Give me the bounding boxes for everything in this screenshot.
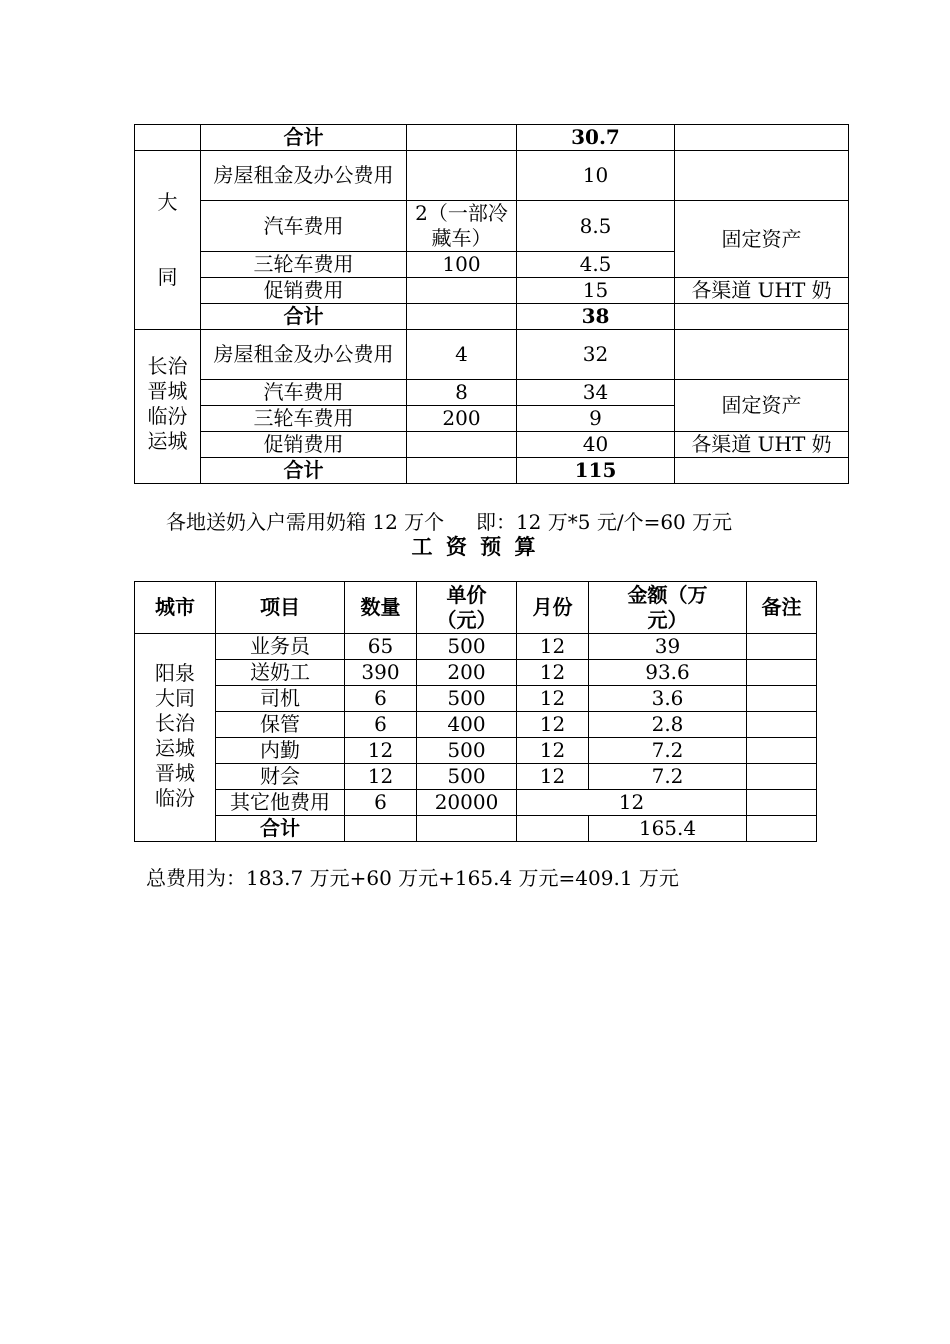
months-cell: 12 <box>517 764 589 790</box>
amount-cell: 7.2 <box>589 764 747 790</box>
table-row <box>135 151 849 201</box>
table-row <box>135 201 849 252</box>
note-cell: 固定资产 <box>675 201 849 278</box>
qty-cell <box>407 278 517 304</box>
grand-total-line: 总费用为：183.7 万元+60 万元+165.4 万元=409.1 万元 <box>146 866 679 890</box>
months-cell: 12 <box>517 660 589 686</box>
note-cell <box>747 764 817 790</box>
item-cell: 司机 <box>216 686 345 712</box>
total-label: 合计 <box>201 458 407 484</box>
amount-cell: 40 <box>517 432 675 458</box>
header-amount: 金额（万元） <box>589 582 747 634</box>
table-row <box>135 790 817 816</box>
total-amount: 38 <box>517 304 675 330</box>
amount-cell: 15 <box>517 278 675 304</box>
item-cell: 业务员 <box>216 634 345 660</box>
note-cell: 固定资产 <box>675 380 849 432</box>
header-city: 城市 <box>135 582 216 634</box>
salary-budget-title: 工 资 预 算 <box>411 535 539 559</box>
note-cell <box>747 634 817 660</box>
item-cell: 促销费用 <box>201 432 407 458</box>
item-cell: 房屋租金及办公费用 <box>201 151 407 201</box>
months-cell: 12 <box>517 712 589 738</box>
qty-cell <box>407 151 517 201</box>
amount-cell: 8.5 <box>517 201 675 252</box>
amount-cell: 7.2 <box>589 738 747 764</box>
amount-cell: 32 <box>517 330 675 380</box>
qty-cell: 2（一部冷藏车） <box>407 201 517 252</box>
note-cell: 各渠道 UHT 奶 <box>675 278 849 304</box>
qty-cell: 12 <box>345 764 417 790</box>
total-amount: 115 <box>517 458 675 484</box>
note-cell <box>747 686 817 712</box>
table-row <box>135 634 817 660</box>
amount-cell: 12 <box>517 790 747 816</box>
amount-cell: 34 <box>517 380 675 406</box>
price-cell: 400 <box>417 712 517 738</box>
amount-cell: 39 <box>589 634 747 660</box>
table-row <box>135 304 849 330</box>
note-cell: 各渠道 UHT 奶 <box>675 432 849 458</box>
qty-cell: 200 <box>407 406 517 432</box>
city-cell-datong: 大 同 <box>135 151 201 330</box>
price-cell: 500 <box>417 634 517 660</box>
qty-cell: 4 <box>407 330 517 380</box>
table-row <box>135 816 817 842</box>
amount-cell: 93.6 <box>589 660 747 686</box>
note-cell <box>675 151 849 201</box>
amount-cell: 4.5 <box>517 252 675 278</box>
qty-cell: 6 <box>345 712 417 738</box>
item-cell: 房屋租金及办公费用 <box>201 330 407 380</box>
table-row <box>135 712 817 738</box>
qty-cell: 8 <box>407 380 517 406</box>
months-cell: 12 <box>517 738 589 764</box>
table-row <box>135 125 849 151</box>
item-cell: 汽车费用 <box>201 201 407 252</box>
amount-cell: 9 <box>517 406 675 432</box>
expense-table <box>134 124 849 484</box>
header-months: 月份 <box>517 582 589 634</box>
item-cell: 三轮车费用 <box>201 406 407 432</box>
city-cell-all: 阳泉 大同 长治 运城 晋城 临汾 <box>135 634 216 842</box>
item-cell: 保管 <box>216 712 345 738</box>
item-cell: 三轮车费用 <box>201 252 407 278</box>
note-cell <box>675 330 849 380</box>
item-cell: 促销费用 <box>201 278 407 304</box>
item-cell: 财会 <box>216 764 345 790</box>
item-cell: 内勤 <box>216 738 345 764</box>
amount-cell: 3.6 <box>589 686 747 712</box>
qty-cell: 6 <box>345 790 417 816</box>
table-row <box>135 278 849 304</box>
qty-cell: 390 <box>345 660 417 686</box>
header-qty: 数量 <box>345 582 417 634</box>
header-item: 项目 <box>216 582 345 634</box>
amount-cell: 10 <box>517 151 675 201</box>
table-row <box>135 432 849 458</box>
qty-cell: 100 <box>407 252 517 278</box>
item-cell: 其它他费用 <box>216 790 345 816</box>
months-cell: 12 <box>517 634 589 660</box>
salary-table <box>134 581 817 842</box>
qty-cell: 6 <box>345 686 417 712</box>
table-row <box>135 764 817 790</box>
price-cell: 500 <box>417 686 517 712</box>
total-amount: 165.4 <box>589 816 747 842</box>
price-cell: 500 <box>417 764 517 790</box>
city-cell <box>135 125 201 151</box>
table-row <box>135 660 817 686</box>
table-row <box>135 330 849 380</box>
note-cell <box>747 712 817 738</box>
qty-cell: 65 <box>345 634 417 660</box>
table-row <box>135 380 849 406</box>
amount-cell: 2.8 <box>589 712 747 738</box>
note-cell <box>747 738 817 764</box>
qty-cell <box>407 432 517 458</box>
city-cell-group: 长治 晋城 临汾 运城 <box>135 330 201 484</box>
milk-box-note: 各地送奶入户需用奶箱 12 万个 即：12 万*5 元/个=60 万元 <box>166 510 733 534</box>
price-cell: 500 <box>417 738 517 764</box>
note-cell <box>747 790 817 816</box>
header-price: 单价（元） <box>417 582 517 634</box>
total-label: 合计 <box>201 304 407 330</box>
table-row <box>135 458 849 484</box>
table-row <box>135 738 817 764</box>
item-cell: 汽车费用 <box>201 380 407 406</box>
table-row <box>135 686 817 712</box>
total-label: 合计 <box>201 125 407 151</box>
header-row <box>135 582 817 634</box>
total-label: 合计 <box>216 816 345 842</box>
qty-cell: 12 <box>345 738 417 764</box>
item-cell: 送奶工 <box>216 660 345 686</box>
total-amount: 30.7 <box>517 125 675 151</box>
price-cell: 200 <box>417 660 517 686</box>
note-cell <box>747 660 817 686</box>
price-cell: 20000 <box>417 790 517 816</box>
header-note: 备注 <box>747 582 817 634</box>
months-cell: 12 <box>517 686 589 712</box>
